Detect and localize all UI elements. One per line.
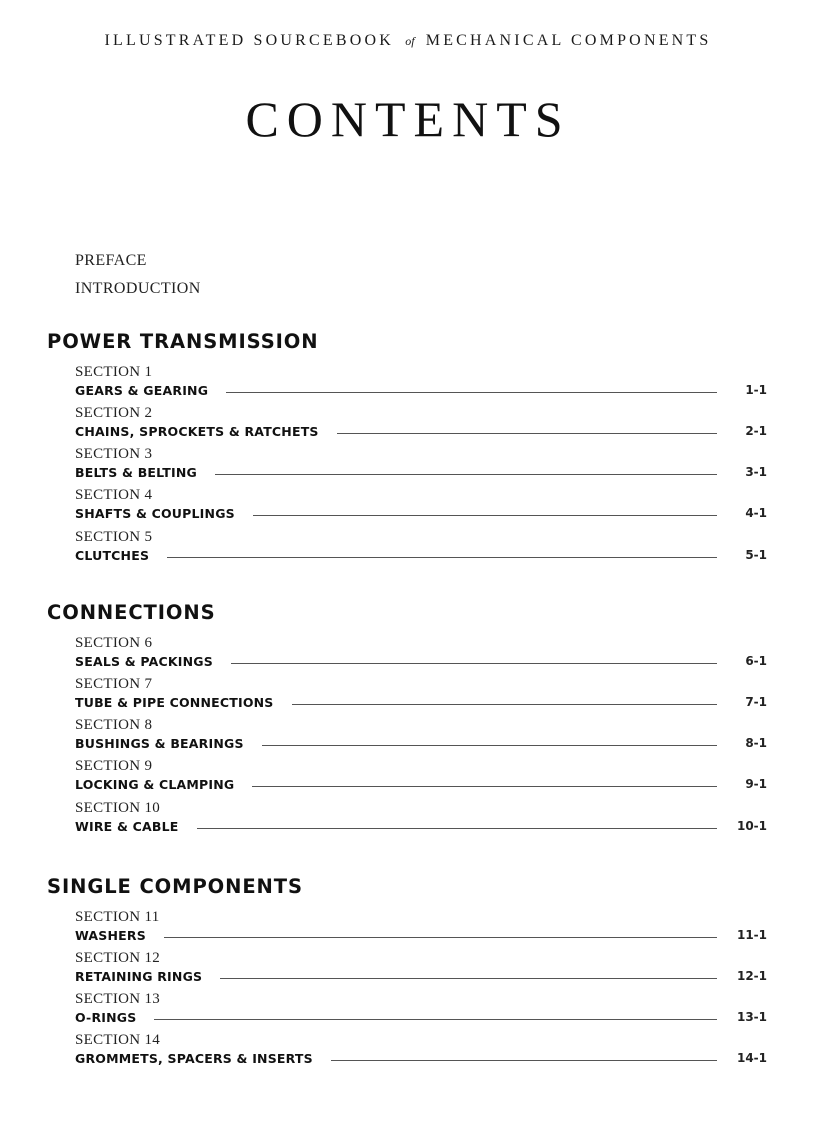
section-name: SHAFTS & COUPLINGS [75,505,235,521]
leader-line [215,474,717,475]
leader-line [292,704,717,705]
page-title: CONTENTS [245,91,571,147]
toc-entry-section-13[interactable] [0,991,816,1031]
toc-entry-section-11[interactable] [0,909,816,949]
section-label: SECTION 13 [75,991,161,1007]
page-number: 1-1 [745,383,767,397]
leader-line [231,663,717,664]
section-label: SECTION 10 [75,800,161,816]
section-label: SECTION 8 [75,717,153,733]
page-number: 7-1 [745,695,767,709]
leader-line [167,557,717,558]
page-number: 12-1 [736,969,767,983]
leader-line [197,828,718,829]
running-head [0,32,816,50]
page-number: 5-1 [745,548,767,562]
page-number: 13-1 [736,1010,767,1024]
toc-preface[interactable]: PREFACE [75,252,147,269]
page-number: 2-1 [745,424,767,438]
section-name: GEARS & GEARING [75,382,209,398]
part-title: CONNECTIONS [47,601,216,624]
toc-entry-section-4[interactable] [0,487,816,527]
toc-introduction[interactable]: INTRODUCTION [75,280,201,297]
section-label: SECTION 12 [75,950,161,966]
toc-entry-section-12[interactable] [0,950,816,990]
toc-entry-section-10[interactable] [0,800,816,840]
section-name: CLUTCHES [75,547,150,563]
page-number: 3-1 [745,465,767,479]
section-name: O-RINGS [75,1009,137,1025]
page-number: 9-1 [745,777,767,791]
toc-entry-section-8[interactable] [0,717,816,757]
section-name: BELTS & BELTING [75,464,197,480]
leader-line [220,978,717,979]
page-number: 10-1 [736,819,767,833]
section-name: LOCKING & CLAMPING [75,776,235,792]
leader-line [262,745,717,746]
section-label: SECTION 9 [75,758,153,774]
page-number: 14-1 [736,1051,767,1065]
page-number: 4-1 [745,506,767,520]
section-label: SECTION 1 [75,364,153,380]
toc-entry-section-3[interactable] [0,446,816,486]
section-label: SECTION 2 [75,405,153,421]
toc-entry-section-14[interactable] [0,1032,816,1072]
toc-entry-section-2[interactable] [0,405,816,445]
section-name: CHAINS, SPROCKETS & RATCHETS [75,423,319,439]
leader-line [331,1060,717,1061]
leader-line [154,1019,717,1020]
section-label: SECTION 5 [75,529,153,545]
section-name: RETAINING RINGS [75,968,203,984]
leader-line [164,937,717,938]
section-label: SECTION 4 [75,487,153,503]
toc-entry-section-7[interactable] [0,676,816,716]
section-name: GROMMETS, SPACERS & INSERTS [75,1050,313,1066]
section-name: WASHERS [75,927,146,943]
leader-line [337,433,717,434]
section-label: SECTION 14 [75,1032,161,1048]
section-label: SECTION 3 [75,446,153,462]
part-title: SINGLE COMPONENTS [47,875,303,898]
section-name: TUBE & PIPE CONNECTIONS [75,694,274,710]
section-name: BUSHINGS & BEARINGS [75,735,244,751]
section-label: SECTION 11 [75,909,160,925]
page-number: 11-1 [736,928,767,942]
page-number: 6-1 [745,654,767,668]
section-label: SECTION 6 [75,635,153,651]
toc-entry-section-1[interactable] [0,364,816,404]
running-head-left: ILLUSTRATED SOURCEBOOK [104,32,395,49]
toc-entry-section-6[interactable] [0,635,816,675]
section-label: SECTION 7 [75,676,153,692]
toc-entry-section-9[interactable] [0,758,816,798]
section-name: WIRE & CABLE [75,818,179,834]
running-head-right: MECHANICAL COMPONENTS [425,32,712,49]
running-head-of: of [405,34,415,48]
section-name: SEALS & PACKINGS [75,653,213,669]
leader-line [226,392,717,393]
part-title: POWER TRANSMISSION [47,330,319,353]
leader-line [252,786,717,787]
leader-line [253,515,717,516]
page-number: 8-1 [745,736,767,750]
toc-entry-section-5[interactable] [0,529,816,569]
